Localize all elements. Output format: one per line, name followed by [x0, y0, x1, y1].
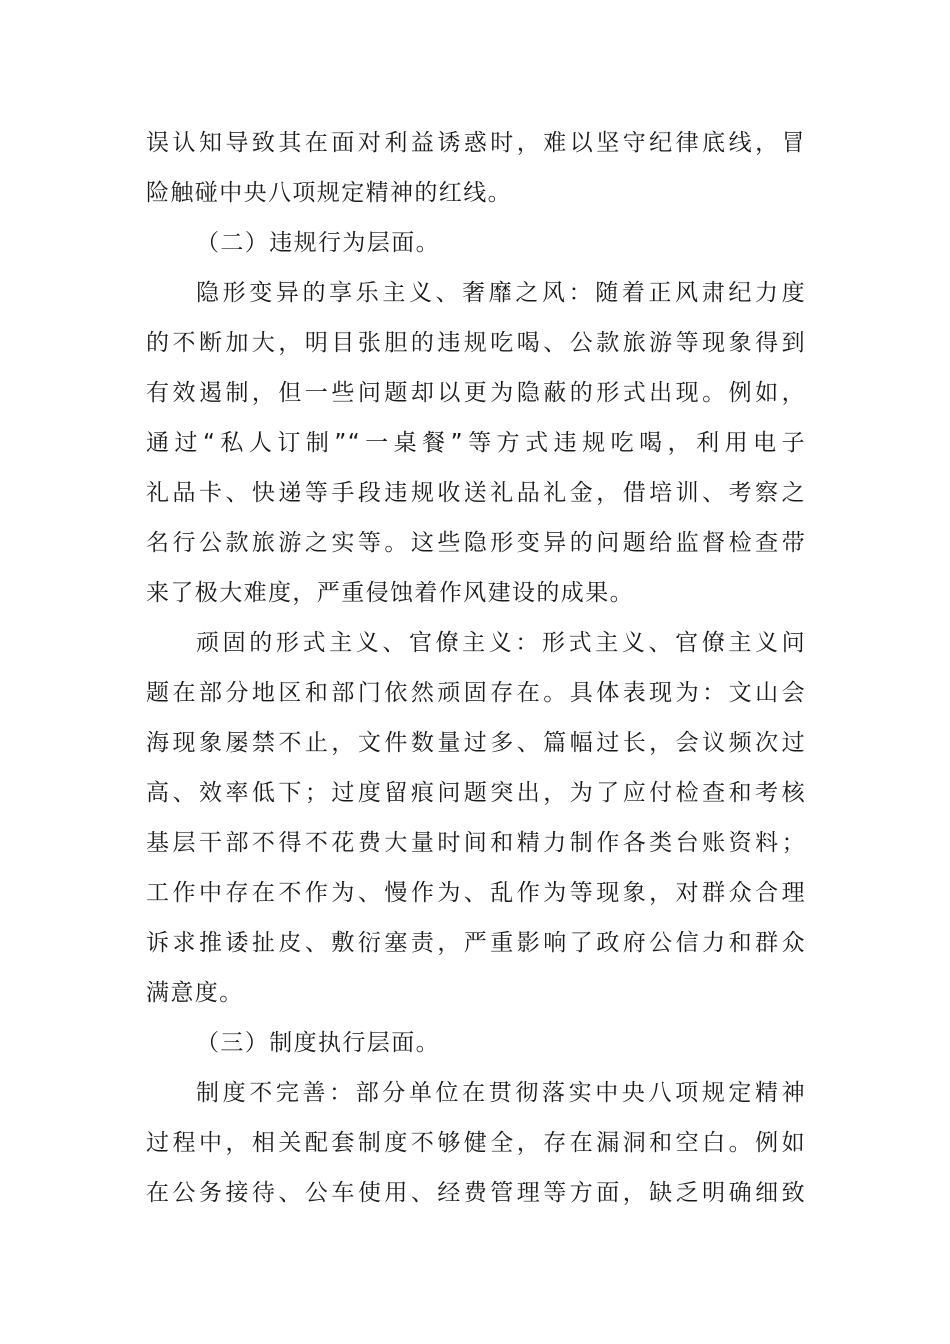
text-line: 海现象屡禁不止，文件数量过多、篇幅过长，会议频次过	[146, 730, 806, 756]
text-line: 满意度。	[146, 980, 244, 1006]
text-line: 基层干部不得不花费大量时间和精力制作各类台账资料；	[146, 830, 806, 856]
text-line: 诉求推诿扯皮、敷衍塞责，严重影响了政府公信力和群众	[146, 930, 806, 956]
text-line: 顽固的形式主义、官僚主义：形式主义、官僚主义问	[196, 630, 806, 656]
text-line: 高、效率低下；过度留痕问题突出，为了应付检查和考核	[146, 780, 806, 806]
section-heading: （三）制度执行层面。	[196, 1030, 440, 1056]
text-line: 有效遏制，但一些问题却以更为隐蔽的形式出现。例如，	[146, 380, 806, 406]
text-line: 险触碰中央八项规定精神的红线。	[146, 180, 512, 206]
text-line: 礼品卡、快递等手段违规收送礼品礼金，借培训、考察之	[146, 480, 806, 506]
text-line: 过程中，相关配套制度不够健全，存在漏洞和空白。例如	[146, 1130, 806, 1156]
text-line: 制度不完善：部分单位在贯彻落实中央八项规定精神	[196, 1080, 806, 1106]
text-line: 来了极大难度，严重侵蚀着作风建设的成果。	[146, 580, 634, 606]
text-line: 的不断加大，明目张胆的违规吃喝、公款旅游等现象得到	[146, 330, 806, 356]
text-line: 误认知导致其在面对利益诱惑时，难以坚守纪律底线，冒	[146, 130, 806, 156]
text-line: 隐形变异的享乐主义、奢靡之风：随着正风肃纪力度	[196, 280, 806, 306]
text-line: 题在部分地区和部门依然顽固存在。具体表现为：文山会	[146, 680, 806, 706]
text-line: 名行公款旅游之实等。这些隐形变异的问题给监督检查带	[146, 530, 806, 556]
text-line: 通过“私人订制”“一桌餐”等方式违规吃喝，利用电子	[146, 430, 806, 456]
document-body	[146, 118, 806, 1218]
text-line: 工作中存在不作为、慢作为、乱作为等现象，对群众合理	[146, 880, 806, 906]
text-line: 在公务接待、公车使用、经费管理等方面，缺乏明确细致	[146, 1180, 806, 1206]
section-heading: （二）违规行为层面。	[196, 230, 440, 256]
